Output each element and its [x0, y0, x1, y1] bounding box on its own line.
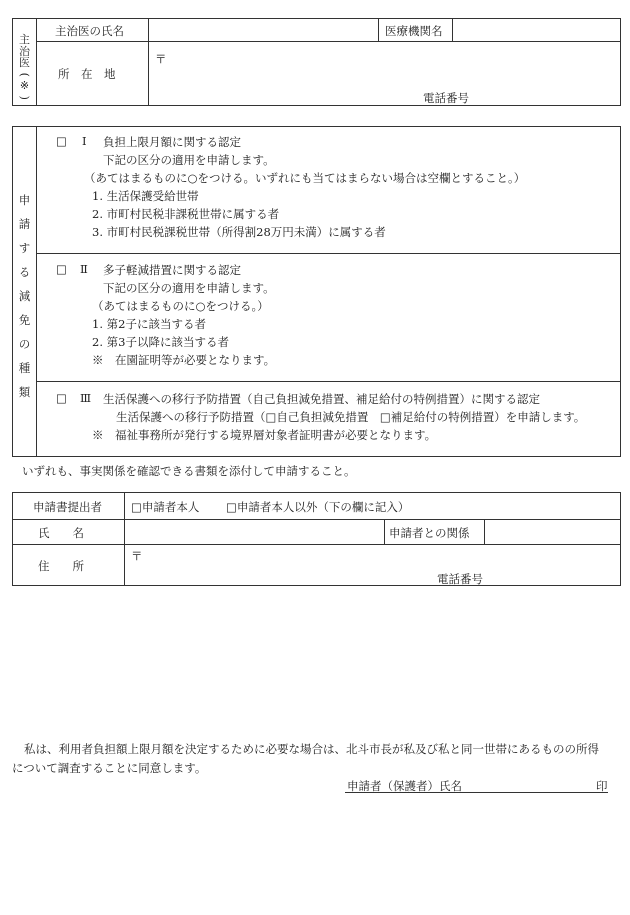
side-char: 申	[18, 193, 31, 207]
section1-item[interactable]: 2. 市町村民税非課税世帯に属する者	[92, 207, 280, 221]
submitter-other-option[interactable]: □申請者本人以外（下の欄に記入）	[226, 500, 410, 514]
side-char: す	[18, 241, 31, 255]
signature-label: 申請者（保護者）氏名	[347, 779, 462, 793]
side-char: 減	[18, 289, 31, 303]
physician-address-divider	[148, 41, 149, 106]
side-char: の	[18, 337, 31, 351]
submitter-name-label: 氏 名	[38, 526, 84, 540]
section1-item[interactable]: 3. 市町村民税課税世帯（所得割28万円未満）に属する者	[92, 225, 386, 239]
section3-title: 生活保護への移行予防措置（自己負担減免措置、補足給付の特例措置）に関する認定	[103, 392, 540, 406]
submitter-name-field[interactable]	[126, 520, 382, 543]
side-char: )	[18, 95, 32, 100]
submitter-address-label: 住 所	[38, 559, 84, 573]
side-char: 主	[19, 33, 30, 46]
section2-note: ※ 在園証明等が必要となります。	[92, 353, 276, 367]
postal-mark: 〒	[155, 52, 167, 66]
relation-label: 申請者との関係	[389, 526, 470, 540]
section2-line1: 下記の区分の適用を申請します。	[103, 281, 275, 295]
section1-line2: （あてはまるものに○をつける。いずれにも当てはまらない場合は空欄とすること。）	[84, 171, 526, 185]
signature-underline	[345, 792, 608, 793]
side-char: ※	[19, 79, 30, 93]
side-char: 請	[18, 217, 31, 231]
physician-name-field[interactable]	[150, 19, 376, 40]
postal-mark: 〒	[131, 549, 143, 563]
section1-item[interactable]: 1. 生活保護受給世帯	[92, 189, 199, 203]
physician-label-divider	[148, 18, 149, 41]
consent-line1: 私は、利用者負担額上限月額を決定するために必要な場合は、北斗市長が私及び私と同一世帯にあるものの所得	[24, 742, 599, 756]
reduction-side-divider	[36, 126, 37, 457]
submitter-label-divider	[124, 492, 125, 586]
section3-numeral: Ⅲ	[80, 391, 92, 405]
reduction-side-label	[17, 188, 32, 404]
physician-phone-label: 電話番号	[423, 91, 469, 105]
section1-checkbox[interactable]: □	[56, 134, 67, 148]
side-char: る	[18, 265, 31, 279]
institution-label: 医療機関名	[385, 24, 443, 38]
relation-divider-right	[484, 519, 485, 544]
relation-field[interactable]	[486, 520, 620, 543]
reduction-divider-2	[36, 381, 621, 382]
section2-line2: （あてはまるものに○をつける。）	[92, 299, 269, 313]
institution-field[interactable]	[454, 19, 620, 40]
consent-line2: について調査することに同意します。	[12, 761, 207, 775]
section3-line1: 生活保護への移行予防措置（□自己負担減免措置 □補足給付の特例措置）を申請します。	[116, 410, 586, 424]
side-char: 治	[19, 44, 30, 58]
section1-title: 負担上限月額に関する認定	[103, 135, 241, 149]
section2-checkbox[interactable]: □	[56, 262, 67, 276]
submitter-self-option[interactable]: □申請者本人	[131, 500, 200, 514]
physician-address-field[interactable]	[150, 42, 620, 105]
side-char: (	[18, 72, 32, 77]
physician-inst-divider-left	[378, 18, 379, 41]
section3-checkbox[interactable]: □	[56, 391, 67, 405]
section2-title: 多子軽減措置に関する認定	[103, 263, 241, 277]
signature-field[interactable]	[458, 778, 594, 792]
attachment-note: いずれも、事実関係を確認できる書類を添付して申請すること。	[22, 464, 356, 478]
physician-side-label	[17, 34, 32, 103]
section1-numeral: Ⅰ	[82, 134, 87, 148]
physician-name-label: 主治医の氏名	[55, 24, 124, 38]
side-char: 類	[18, 385, 31, 399]
section1-line1: 下記の区分の適用を申請します。	[103, 153, 275, 167]
side-char: 医	[19, 56, 30, 70]
section2-item[interactable]: 2. 第3子以降に該当する者	[92, 335, 229, 349]
side-char: 種	[18, 361, 31, 375]
seal-mark: 印	[596, 779, 608, 793]
reduction-divider-1	[36, 253, 621, 254]
physician-side-divider	[36, 18, 37, 106]
submitter-phone-label: 電話番号	[437, 572, 483, 586]
relation-divider-left	[384, 519, 385, 544]
physician-address-label: 所 在 地	[58, 67, 116, 81]
section2-numeral: Ⅱ	[80, 262, 88, 276]
submitter-address-field[interactable]	[126, 545, 620, 585]
side-char: 免	[18, 313, 31, 327]
physician-inst-divider-right	[452, 18, 453, 41]
submitter-label: 申請書提出者	[33, 500, 102, 514]
section3-note: ※ 福祉事務所が発行する境界層対象者証明書が必要となります。	[92, 428, 437, 442]
section2-item[interactable]: 1. 第2子に該当する者	[92, 317, 206, 331]
